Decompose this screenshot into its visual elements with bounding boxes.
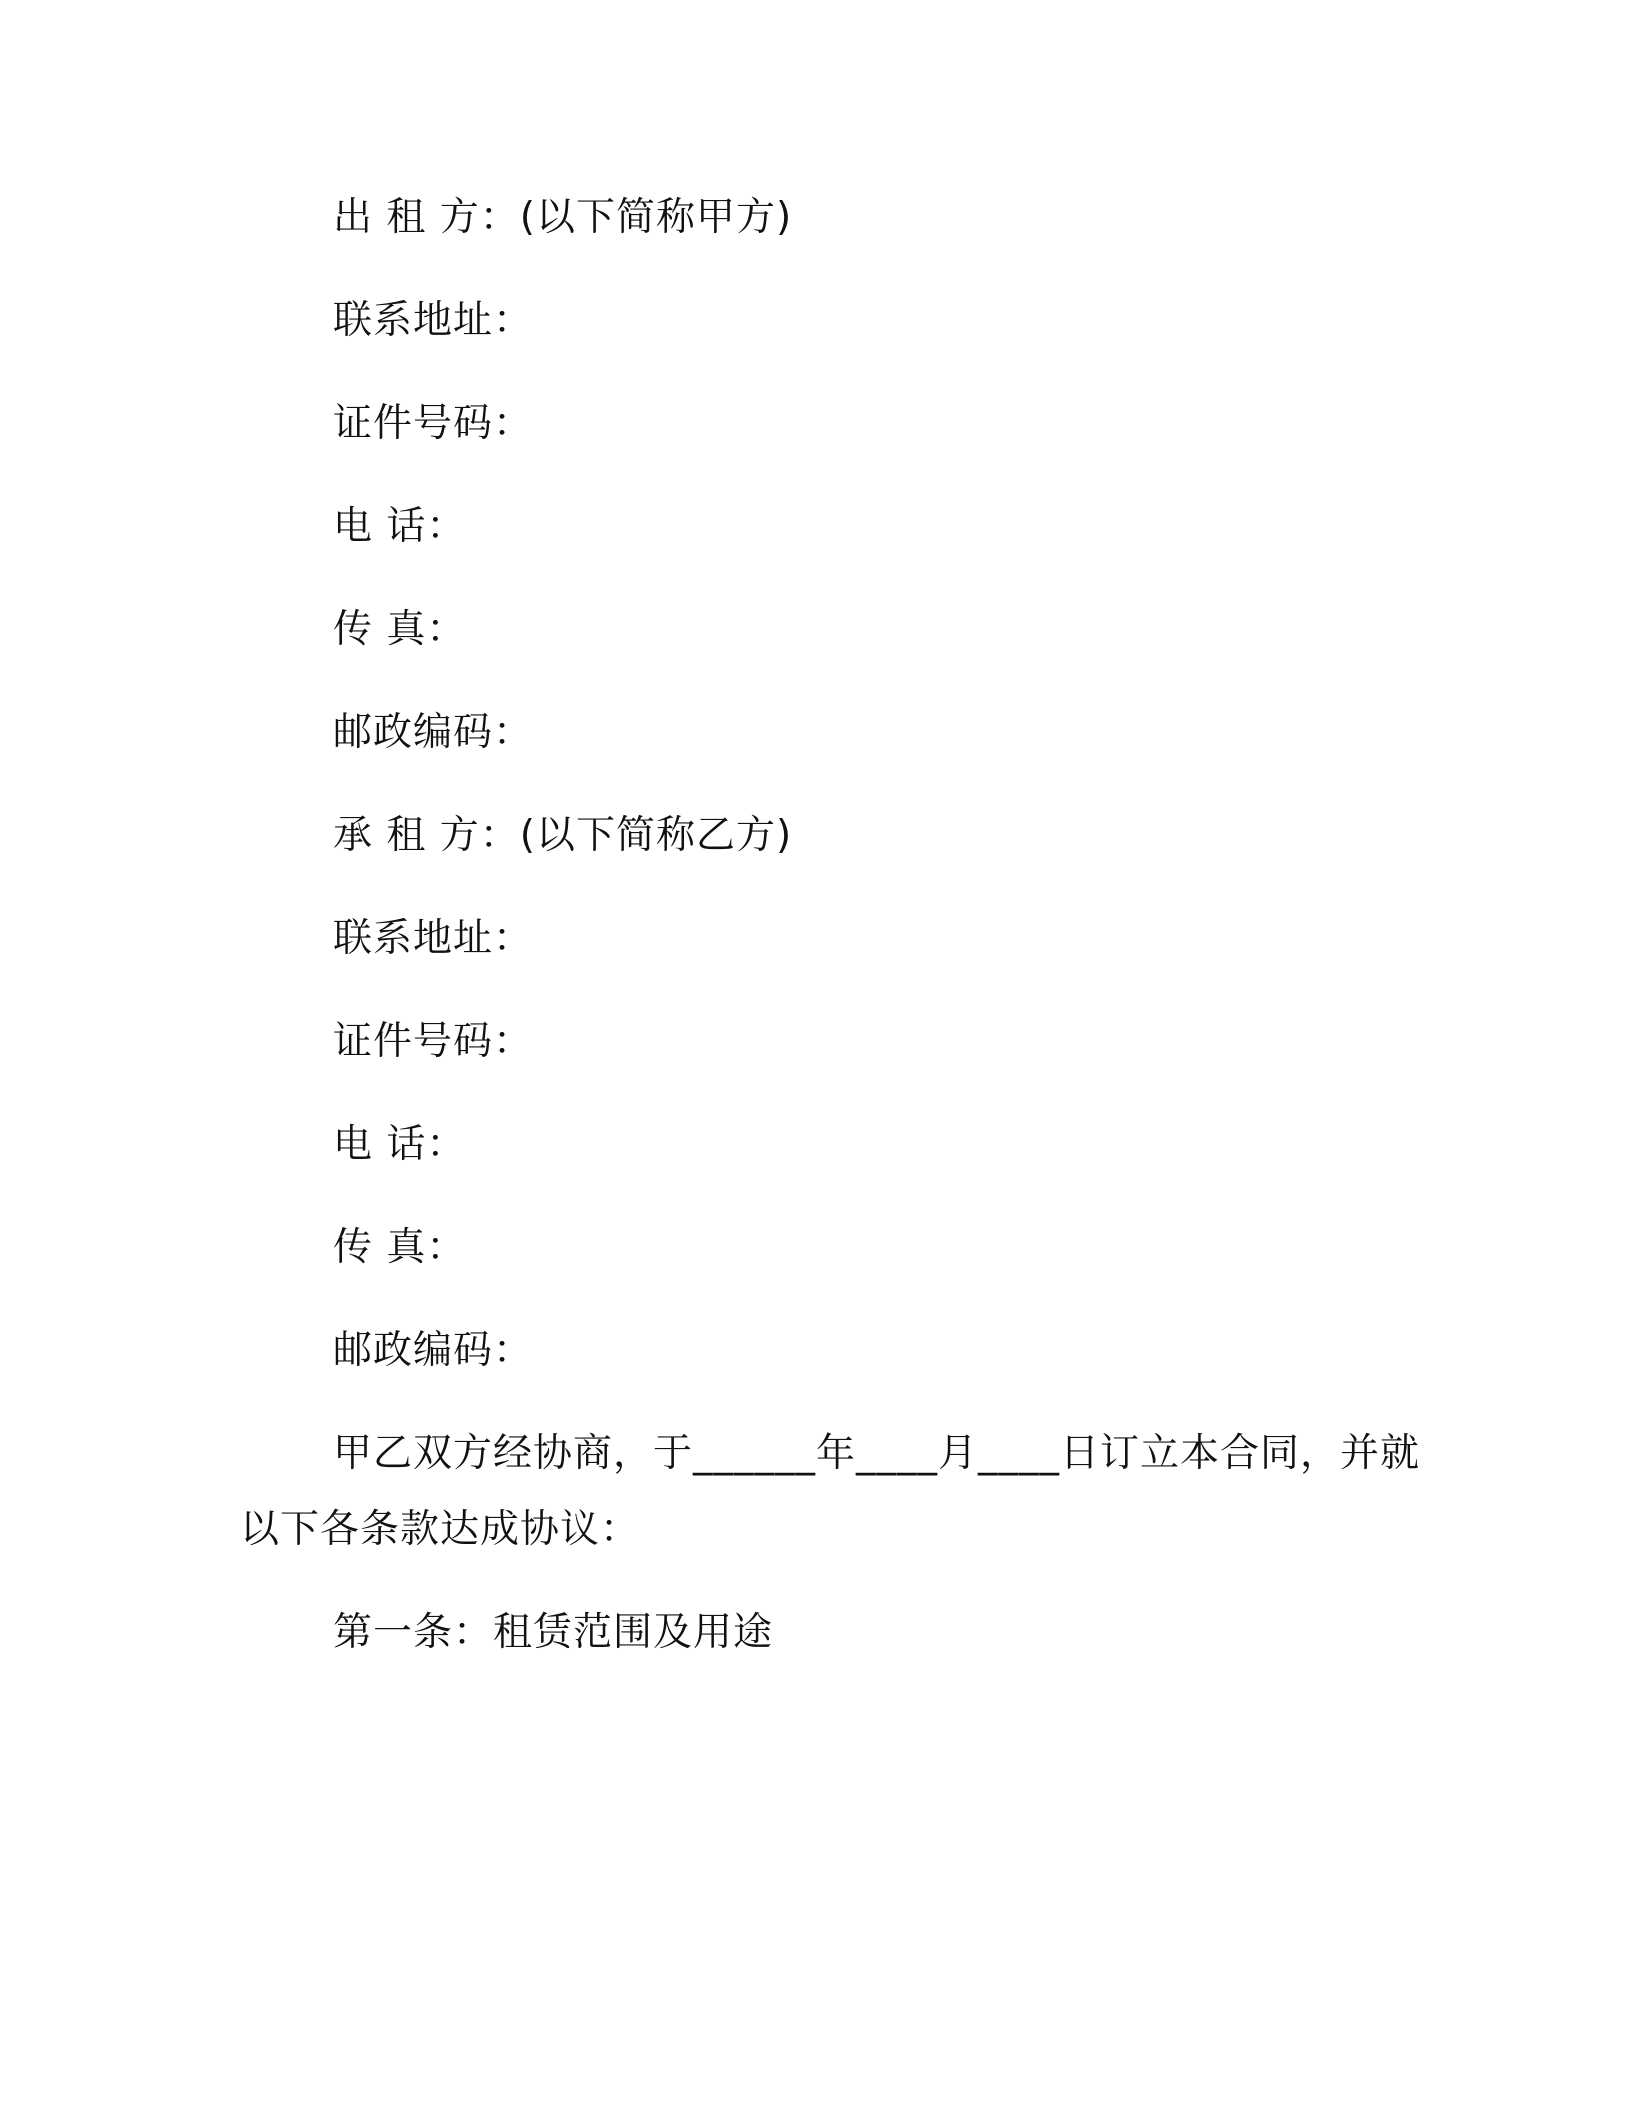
lessee-id-label: 证件号码： <box>333 1019 534 1064</box>
lessor-fax-label: 传 真： <box>333 607 467 652</box>
lessee-address-label: 联系地址： <box>333 916 534 961</box>
lessor-postcode-label: 邮政编码： <box>333 710 534 755</box>
agreement-paragraph-line1: 甲乙双方经协商，于______年____月____日订立本合同，并就 <box>333 1431 1421 1476</box>
lessor-id-label: 证件号码： <box>333 401 534 446</box>
lessor-address-label: 联系地址： <box>333 298 534 343</box>
lessor-party-line: 出 租 方：(以下简称甲方) <box>333 195 793 240</box>
lessor-phone-label: 电 话： <box>333 504 467 549</box>
lessee-fax-label: 传 真： <box>333 1225 467 1270</box>
agreement-paragraph-line2: 以下各条款达成协议： <box>240 1507 641 1552</box>
lessee-phone-label: 电 话： <box>333 1122 467 1167</box>
lessee-party-line: 承 租 方：(以下简称乙方) <box>333 813 793 858</box>
lessee-postcode-label: 邮政编码： <box>333 1328 534 1373</box>
article-1-heading: 第一条：租赁范围及用途 <box>333 1610 774 1655</box>
